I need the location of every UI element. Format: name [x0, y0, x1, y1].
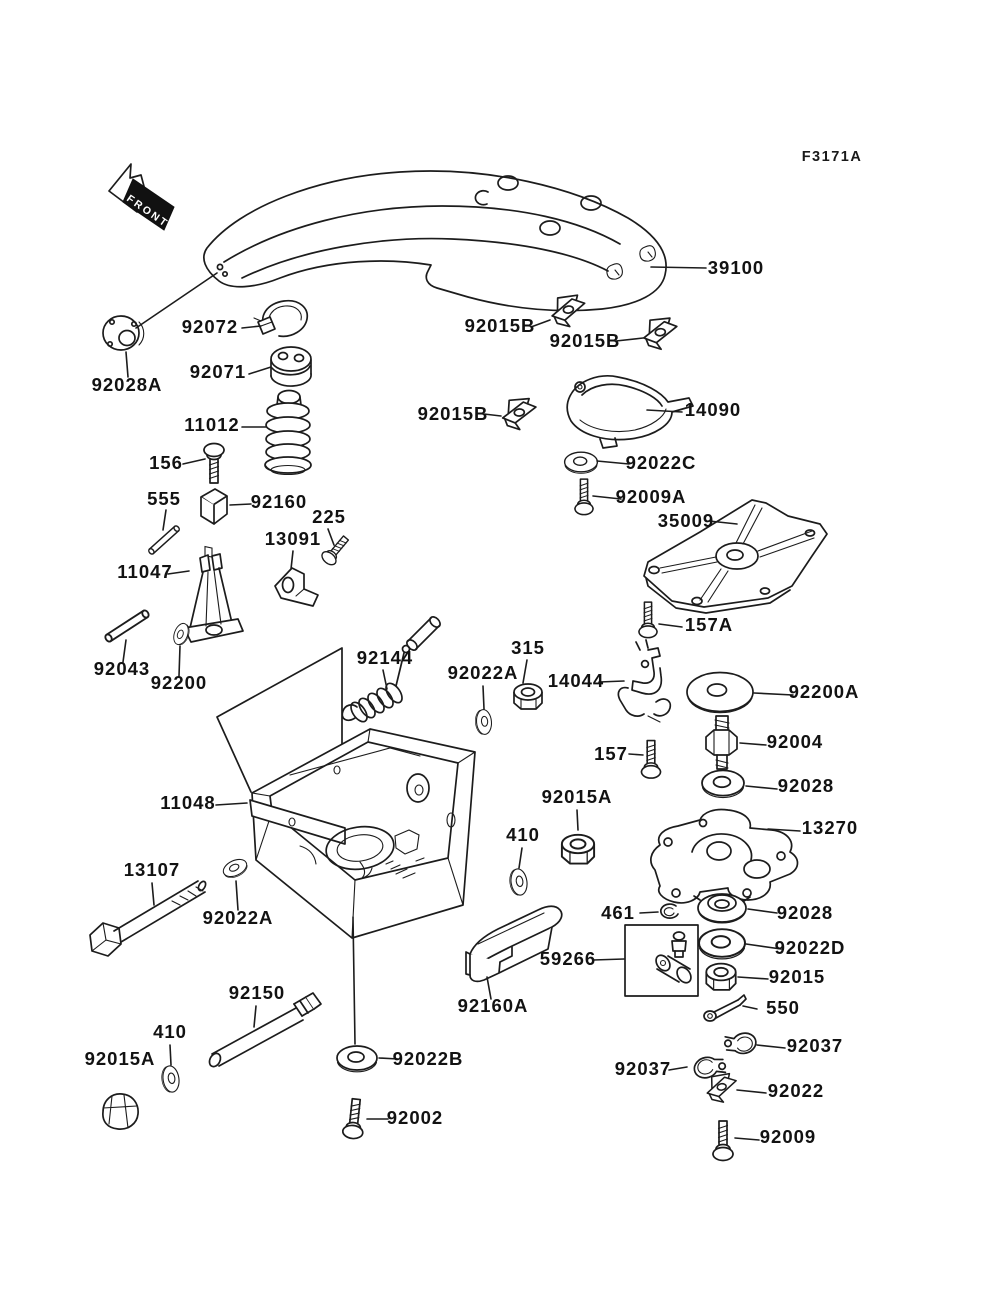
part-550-drawing: [704, 995, 746, 1021]
part-13270-drawing: [651, 809, 798, 902]
part-555-drawing: [148, 525, 181, 555]
part-label-225: 225: [312, 506, 346, 527]
part-label-92043: 92043: [93, 658, 151, 679]
part-label-92150: 92150: [228, 982, 286, 1003]
part-92144-drawing: [342, 615, 442, 725]
part-92028-upper-drawing: [702, 770, 744, 797]
leader-156: [183, 459, 205, 464]
leader-13107: [152, 883, 154, 905]
leader-92072: [242, 326, 261, 328]
part-92009-drawing: [713, 1121, 733, 1161]
leader-92004: [740, 743, 766, 745]
part-label-92071: 92071: [189, 361, 247, 382]
leader-92144: [383, 670, 387, 689]
part-92015a-lower-drawing: [103, 1094, 138, 1129]
part-label-92072: 92072: [181, 316, 239, 337]
part-label-92028-lower: 92028: [776, 902, 834, 923]
part-92015b-clip-1-drawing: [550, 294, 588, 328]
front-direction-marker: [109, 164, 174, 230]
part-label-39100: 39100: [707, 257, 765, 278]
leader-92071: [249, 367, 271, 374]
part-13107-drawing: [90, 880, 207, 956]
part-410-upper-drawing: [508, 868, 529, 897]
part-label-92015b-1: 92015B: [464, 315, 536, 336]
part-label-14090: 14090: [684, 399, 742, 420]
part-label-11047: 11047: [117, 561, 173, 582]
leader-59266: [593, 959, 624, 960]
part-label-92037-right: 92037: [786, 1035, 844, 1056]
leader-39100: [651, 267, 706, 268]
part-label-555: 555: [147, 488, 181, 509]
leader-13091: [291, 551, 293, 569]
part-225-drawing: [320, 533, 353, 567]
part-59266-drawing: [625, 925, 698, 996]
part-label-92015b-3: 92015B: [417, 403, 489, 424]
part-92009a-drawing: [575, 479, 593, 515]
leader-410-lower: [170, 1045, 171, 1065]
leader-92022a-lower: [236, 881, 238, 910]
part-92200-drawing: [171, 621, 192, 647]
part-label-92200: 92200: [150, 672, 208, 693]
part-92160-drawing: [201, 489, 227, 557]
part-label-92022b: 92022B: [392, 1048, 464, 1069]
part-410-lower-drawing: [160, 1065, 181, 1094]
part-92004-drawing: [706, 716, 737, 769]
part-label-92004: 92004: [766, 731, 824, 752]
part-156-drawing: [204, 444, 224, 484]
fiche-code: F3171A: [801, 149, 863, 165]
part-label-11048: 11048: [160, 792, 216, 813]
part-92028a-drawing: [103, 316, 144, 350]
part-label-14044: 14044: [547, 670, 605, 691]
leader-157a: [659, 624, 682, 627]
part-label-92022: 92022: [767, 1080, 825, 1101]
leader-225: [328, 529, 334, 545]
leader-92150: [254, 1006, 256, 1027]
part-11048-drawing: [250, 729, 475, 938]
part-92015b-clip-3-drawing: [501, 398, 537, 431]
part-label-92022d: 92022D: [774, 937, 846, 958]
part-label-92015: 92015: [768, 966, 826, 987]
part-315-drawing: [514, 684, 542, 709]
part-label-92022a-upper: 92022A: [447, 662, 519, 683]
part-label-550: 550: [766, 997, 800, 1018]
part-92022a-upper-drawing: [474, 709, 492, 735]
part-39100-drawing: [204, 171, 666, 311]
part-label-92002: 92002: [386, 1107, 444, 1128]
part-label-92037-left: 92037: [614, 1058, 672, 1079]
leader-410-upper: [519, 848, 522, 868]
part-label-92144: 92144: [356, 647, 414, 668]
part-label-92022c: 92022C: [625, 452, 697, 473]
leader-92015: [738, 977, 768, 979]
part-92015-drawing: [706, 964, 735, 990]
part-label-92009: 92009: [759, 1126, 817, 1147]
leader-550: [743, 1006, 757, 1009]
part-label-92015b-2: 92015B: [549, 330, 621, 351]
leader-92015a-upper: [577, 810, 578, 830]
leader-461: [640, 912, 658, 913]
leader-92037-left: [669, 1067, 687, 1070]
leader-92200a: [754, 693, 793, 695]
part-label-315: 315: [511, 637, 545, 658]
part-92160a-drawing: [466, 906, 562, 981]
part-label-92015a-lower: 92015A: [84, 1048, 156, 1069]
part-92022a-lower-drawing: [221, 856, 250, 881]
part-92022d-drawing: [699, 929, 745, 959]
leader-92009: [735, 1138, 759, 1140]
part-92015b-clip-2-drawing: [642, 317, 679, 350]
part-92200a-drawing: [687, 673, 753, 713]
part-label-157: 157: [594, 743, 628, 764]
leader-315: [523, 660, 527, 683]
part-label-13091: 13091: [264, 528, 322, 549]
leader-92028-lower: [748, 909, 777, 913]
part-label-410-upper: 410: [506, 824, 540, 845]
part-label-92160a: 92160A: [457, 995, 529, 1016]
part-157-drawing: [642, 741, 661, 779]
part-label-59266: 59266: [539, 948, 597, 969]
leader-92022a-upper: [483, 686, 484, 709]
part-92002-drawing: [342, 1098, 366, 1139]
part-92037-right-drawing: [723, 1029, 758, 1057]
part-92043-drawing: [104, 609, 150, 643]
part-label-92009a: 92009A: [615, 486, 687, 507]
leader-157: [629, 754, 643, 755]
part-14044-drawing: [618, 640, 670, 722]
leader-92028-upper: [746, 786, 777, 789]
part-11012-drawing: [265, 391, 311, 475]
part-label-461: 461: [601, 902, 635, 923]
part-92037-left-drawing: [691, 1052, 727, 1082]
part-92071-drawing: [271, 347, 311, 386]
part-label-92015a-upper: 92015A: [541, 786, 613, 807]
part-label-35009: 35009: [657, 510, 715, 531]
part-92072-drawing: [254, 301, 307, 337]
part-label-92160: 92160: [250, 491, 308, 512]
part-11047-drawing: [184, 554, 243, 642]
leader-92160: [230, 504, 251, 505]
leader-11048: [216, 803, 247, 805]
part-92015a-upper-drawing: [562, 835, 594, 864]
part-label-156: 156: [149, 452, 183, 473]
part-label-92028a: 92028A: [91, 374, 163, 395]
part-92022b-drawing: [337, 1046, 377, 1072]
leader-92022: [737, 1090, 766, 1093]
part-label-13270: 13270: [801, 817, 859, 838]
front-marker-label: FRONT: [124, 192, 172, 231]
part-label-410-lower: 410: [153, 1021, 187, 1042]
part-92022c-drawing: [565, 452, 598, 473]
part-label-92028-upper: 92028: [777, 775, 835, 796]
part-13091-drawing: [275, 568, 318, 606]
part-label-92022a-lower: 92022A: [202, 907, 274, 928]
leader-92037-right: [757, 1045, 785, 1048]
part-92150-drawing: [207, 993, 321, 1069]
leader-555: [163, 510, 166, 530]
part-461-drawing: [661, 904, 678, 918]
leader-92022c: [597, 461, 629, 464]
part-label-13107: 13107: [123, 859, 181, 880]
part-label-157a: 157A: [684, 614, 734, 635]
part-label-92200a: 92200A: [788, 681, 860, 702]
part-label-11012: 11012: [184, 414, 240, 435]
part-157a-drawing: [639, 602, 657, 638]
